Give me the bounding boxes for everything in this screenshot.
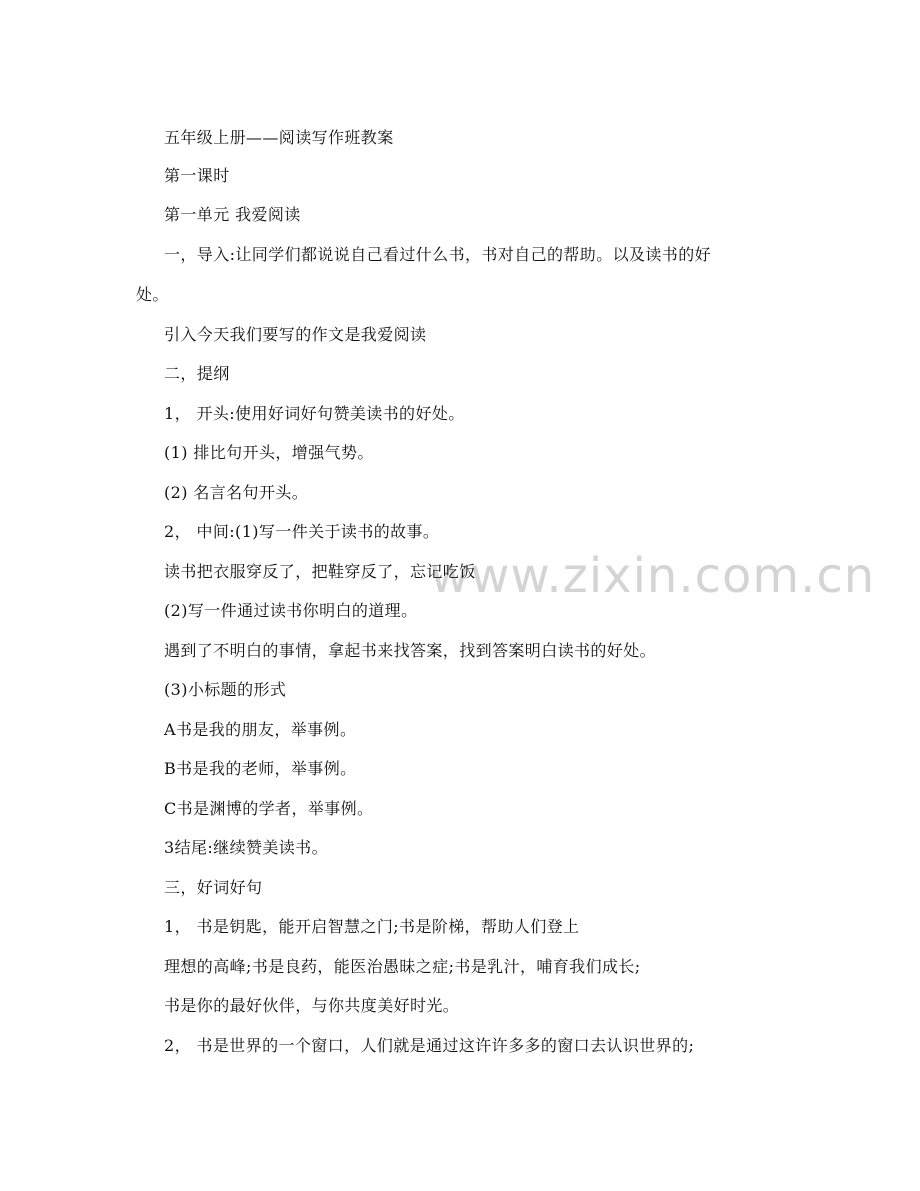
paragraph-line: 1， 开头:使用好词好句赞美读书的好处。 bbox=[164, 404, 465, 423]
paragraph-line: C书是渊博的学者，举事例。 bbox=[164, 799, 374, 818]
document-title: 五年级上册——阅读写作班教案 bbox=[164, 128, 394, 147]
paragraph-line: (2)写一件通过读书你明白的道理。 bbox=[164, 601, 418, 620]
paragraph-line: 2， 中间:(1)写一件关于读书的故事。 bbox=[164, 522, 440, 541]
paragraph-line: (3)小标题的形式 bbox=[164, 680, 287, 699]
paragraph-line: A书是我的朋友，举事例。 bbox=[164, 720, 357, 739]
paragraph-line: (2) 名言名句开头。 bbox=[164, 483, 309, 502]
watermark: www.zixin.com.cn bbox=[430, 548, 876, 604]
paragraph-line: (1) 排比句开头，增强气势。 bbox=[164, 443, 374, 462]
paragraph-line: 读书把衣服穿反了，把鞋穿反了，忘记吃饭 bbox=[164, 562, 476, 581]
paragraph-line: 书是你的最好伙伴，与你共度美好时光。 bbox=[164, 996, 460, 1015]
paragraph-line: 1， 书是钥匙，能开启智慧之门;书是阶梯，帮助人们登上 bbox=[164, 917, 580, 936]
paragraph-line: 处。 bbox=[136, 285, 169, 304]
paragraph-line: 遇到了不明白的事情，拿起书来找答案，找到答案明白读书的好处。 bbox=[164, 641, 657, 660]
paragraph-line: 2， 书是世界的一个窗口，人们就是通过这许许多多的窗口去认识世界的; bbox=[164, 1036, 695, 1055]
paragraph-line: 理想的高峰;书是良药，能医治愚昧之症;书是乳汁，哺育我们成长; bbox=[164, 957, 641, 976]
paragraph-line: B书是我的老师，举事例。 bbox=[164, 759, 357, 778]
paragraph-line: 引入今天我们要写的作文是我爱阅读 bbox=[164, 325, 427, 344]
section-heading: 三，好词好句 bbox=[164, 878, 263, 897]
section-heading: 二，提纲 bbox=[164, 364, 230, 383]
paragraph-line: 一，导入:让同学们都说说自己看过什么书，书对自己的帮助。以及读书的好 bbox=[164, 245, 711, 264]
paragraph-line: 3结尾:继续赞美读书。 bbox=[164, 838, 328, 857]
unit-heading: 第一单元 我爱阅读 bbox=[164, 205, 301, 224]
lesson-heading: 第一课时 bbox=[164, 166, 230, 185]
